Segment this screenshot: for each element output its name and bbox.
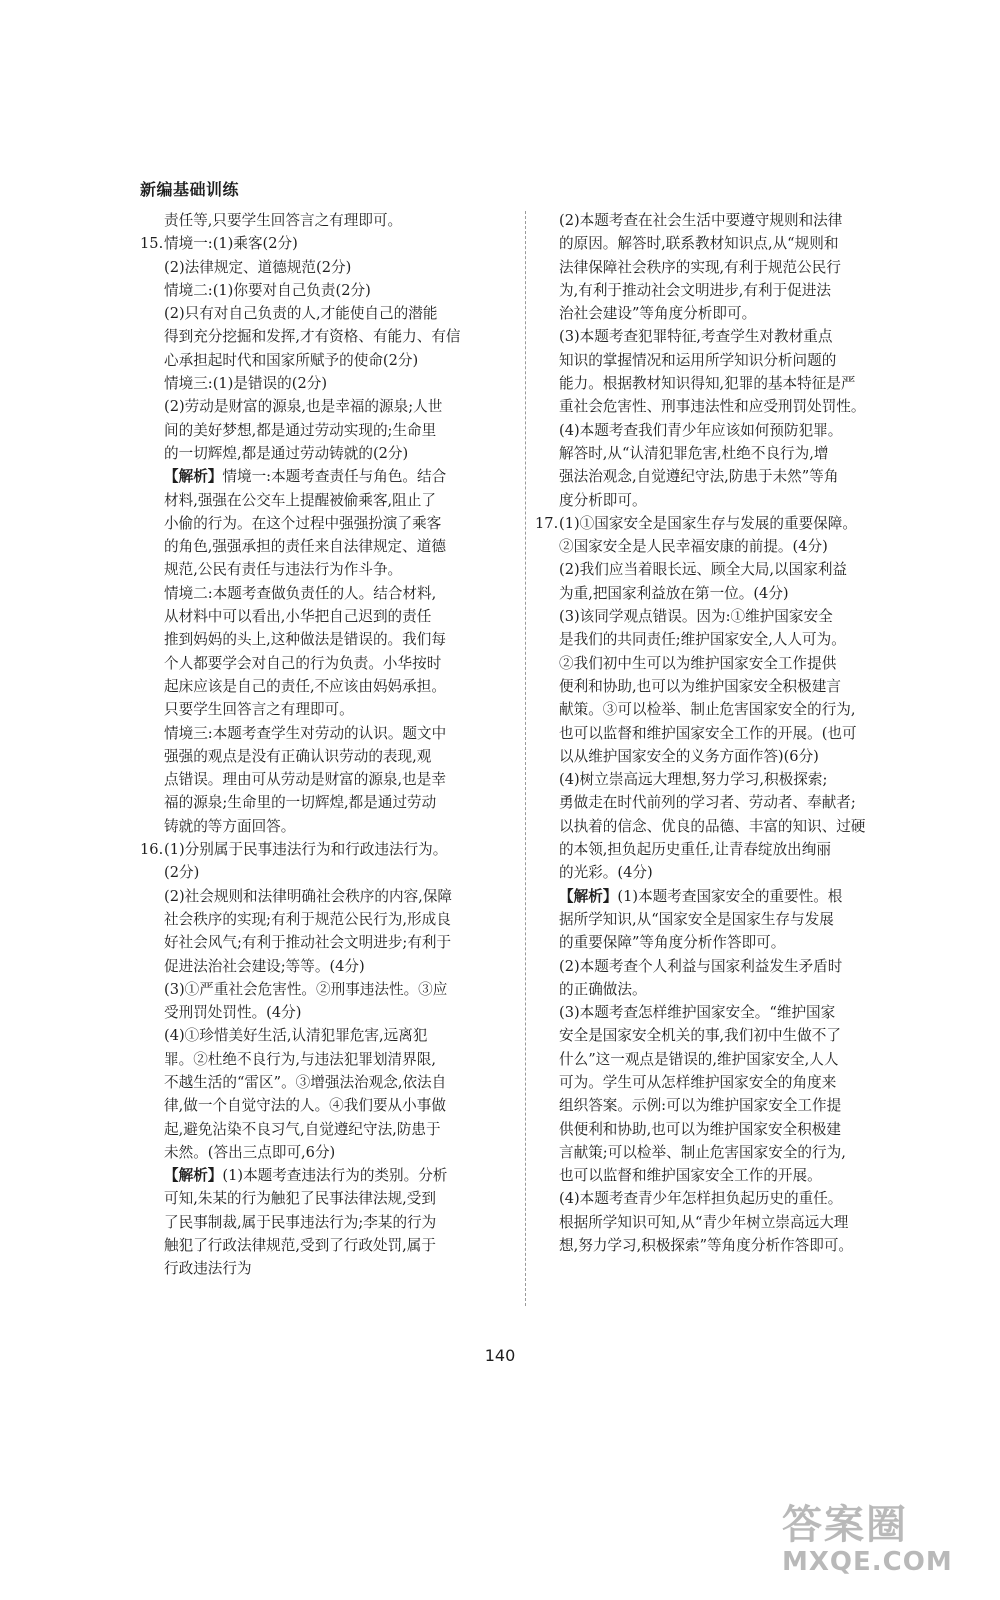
line-text: 强法治观念,自觉遵纪守法,防患于未然”等角: [559, 468, 839, 486]
line-text: (3)该同学观点错误。因为:①维护国家安全: [559, 608, 833, 626]
text-line: [140, 1071, 518, 1094]
text-line: [140, 1164, 518, 1187]
line-text: 间的美好梦想,都是通过劳动实现的;生命里: [164, 421, 437, 439]
line-text: 的一切辉煌,都是通过劳动铸就的(2分): [164, 444, 409, 462]
line-text: 情境二:本题考查做负责任的人。结合材料,: [164, 584, 437, 602]
question-number: 15.: [140, 235, 164, 253]
line-text: 个人都要学会对自己的行为负责。小华按时: [164, 654, 442, 672]
text-line: [140, 838, 518, 861]
line-text: 从材料中可以看出,小华把自己迟到的责任: [164, 608, 432, 626]
text-line: [535, 558, 897, 581]
text-line: [140, 256, 518, 279]
text-line: [535, 1094, 897, 1117]
text-line: [140, 372, 518, 395]
text-line: [140, 605, 518, 628]
text-line: [535, 325, 897, 348]
line-text: 规范,公民有责任与违法行为作斗争。: [164, 561, 403, 579]
text-line: [140, 279, 518, 302]
line-text: 社会秩序的实现;有利于规范公民行为,形成良: [164, 910, 451, 928]
text-line: [535, 1001, 897, 1024]
line-text: 好社会风气;有利于推动社会文明进步;有利于: [164, 934, 452, 952]
text-line: [535, 395, 897, 418]
text-line: [140, 465, 518, 488]
text-line: [535, 628, 897, 651]
line-text: 得到充分挖掘和发挥,才有资格、有能力、有信: [164, 328, 461, 346]
text-line: [140, 302, 518, 325]
column-divider: [525, 211, 526, 1306]
line-text: 的角色,强强承担的责任来自法律规定、道德: [164, 538, 446, 556]
line-text: 铸就的等方面回答。: [164, 817, 296, 835]
line-text: 可为。学生可从怎样维护国家安全的角度来: [559, 1073, 837, 1091]
text-line: [140, 558, 518, 581]
line-text: 情境一:本题考查责任与角色。结合: [222, 468, 447, 486]
text-line: [535, 791, 897, 814]
text-line: [535, 302, 897, 325]
line-text: 据所学知识,从“国家安全是国家生存与发展: [559, 910, 834, 928]
analysis-label: 【解析】: [164, 1167, 223, 1185]
line-text: (2)只有对自己负责的人,才能使自己的潜能: [164, 305, 438, 323]
text-line: [140, 698, 518, 721]
section-header: 新编基础训练: [140, 180, 240, 199]
text-line: [140, 1187, 518, 1210]
text-line: [535, 512, 897, 535]
text-line: [535, 815, 897, 838]
line-text: 法律保障社会秩序的实现,有利于规范公民行: [559, 258, 841, 276]
text-line: [535, 256, 897, 279]
text-line: [535, 1048, 897, 1071]
line-text: 律,做一个自觉守法的人。④我们要从小事做: [164, 1097, 446, 1115]
text-line: [535, 931, 897, 954]
line-text: 重社会危害性、刑事违法性和应受刑罚处罚性。: [559, 398, 866, 416]
text-line: [535, 698, 897, 721]
text-line: [140, 768, 518, 791]
line-text: 供便利和协助,也可以为维护国家安全积极建: [559, 1120, 841, 1138]
line-text: 行政违法行为: [164, 1260, 252, 1278]
text-line: [535, 1141, 897, 1164]
line-text: 便利和协助,也可以为维护国家安全积极建言: [559, 677, 841, 695]
text-line: [535, 675, 897, 698]
right-column: [535, 209, 897, 1257]
text-line: [535, 349, 897, 372]
line-text: 组织答案。示例:可以为维护国家安全工作提: [559, 1097, 842, 1115]
line-text: 是我们的共同责任;维护国家安全,人人可为。: [559, 631, 846, 649]
text-line: [535, 1164, 897, 1187]
line-text: ②国家安全是人民幸福安康的前提。(4分): [559, 538, 828, 556]
line-text: 以从维护国家安全的义务方面作答)(6分): [559, 747, 819, 765]
text-line: [535, 232, 897, 255]
page-number: 140: [484, 1346, 516, 1365]
text-line: [140, 1234, 518, 1257]
line-text: 献策。③可以检举、制止危害国家安全的行为,: [559, 701, 856, 719]
line-text: (1)分别属于民事违法行为和行政违法行为。: [164, 841, 448, 859]
line-text: (3)①严重社会危害性。②刑事违法性。③应: [164, 980, 448, 998]
text-line: [535, 838, 897, 861]
line-text: (1)本题考查国家安全的重要性。根: [617, 887, 843, 905]
line-text: 触犯了行政法律规范,受到了行政处罚,属于: [164, 1237, 436, 1255]
text-line: [535, 605, 897, 628]
text-line: [535, 209, 897, 232]
text-line: [140, 419, 518, 442]
line-text: (2)法律规定、道德规范(2分): [164, 258, 352, 276]
line-text: (4)树立崇高远大理想,努力学习,积极探索;: [559, 771, 828, 789]
line-text: (2)本题考查个人利益与国家利益发生矛盾时: [559, 957, 843, 975]
text-line: [140, 489, 518, 512]
line-text: 情境三:本题考查学生对劳动的认识。题文中: [164, 724, 447, 742]
text-line: [140, 209, 518, 232]
text-line: [140, 325, 518, 348]
text-line: [535, 768, 897, 791]
line-text: 促进法治社会建设;等等。(4分): [164, 957, 365, 975]
line-text: 福的源泉;生命里的一切辉煌,都是通过劳动: [164, 794, 437, 812]
text-line: [140, 1001, 518, 1024]
text-line: [140, 232, 518, 255]
line-text: 责任等,只要学生回答言之有理即可。: [164, 212, 403, 229]
line-text: 的光彩。(4分): [559, 864, 653, 882]
line-text: (4)本题考查我们青少年应该如何预防犯罪。: [559, 421, 843, 439]
line-text: (3)本题考查怎样维护国家安全。“维护国家: [559, 1004, 836, 1022]
text-line: [535, 1118, 897, 1141]
text-line: [535, 745, 897, 768]
text-line: [140, 395, 518, 418]
line-text: 想,努力学习,积极探索”等角度分析作答即可。: [559, 1237, 854, 1255]
text-line: [140, 1257, 518, 1280]
text-line: [140, 1118, 518, 1141]
question-number: 16.: [140, 841, 164, 859]
analysis-label: 【解析】: [559, 887, 618, 905]
line-text: 起床应该是自己的责任,不应该由妈妈承担。: [164, 677, 446, 695]
text-line: [140, 512, 518, 535]
text-line: [140, 1141, 518, 1164]
text-line: [140, 535, 518, 558]
line-text: 也可以监督和维护国家安全工作的开展。: [559, 1167, 822, 1185]
line-text: 未然。(答出三点即可,6分): [164, 1143, 336, 1161]
line-text: (2)劳动是财富的源泉,也是幸福的源泉;人世: [164, 398, 443, 416]
analysis-label: 【解析】: [164, 468, 223, 486]
text-line: [535, 372, 897, 395]
line-text: 心承担起时代和国家所赋予的使命(2分): [164, 351, 419, 369]
line-text: ②我们初中生可以为维护国家安全工作提供: [559, 654, 837, 672]
text-line: [140, 978, 518, 1001]
text-line: [535, 908, 897, 931]
text-line: [140, 442, 518, 465]
text-line: [140, 885, 518, 908]
text-line: [140, 815, 518, 838]
line-text: 情境二:(1)你要对自己负责(2分): [164, 281, 371, 299]
watermark-logo-text: 答案圈: [782, 1502, 908, 1548]
left-column: [140, 209, 518, 1281]
text-line: [535, 582, 897, 605]
line-text: 罪。②杜绝不良行为,与违法犯罪划清界限,: [164, 1050, 436, 1068]
line-text: (2)本题考查在社会生活中要遵守规则和法律: [559, 212, 843, 229]
text-line: [535, 861, 897, 884]
line-text: 的正确做法。: [559, 980, 647, 998]
text-line: [140, 955, 518, 978]
text-line: [535, 442, 897, 465]
text-line: [140, 908, 518, 931]
line-text: 为重,把国家利益放在第一位。(4分): [559, 584, 789, 602]
text-line: [535, 1234, 897, 1257]
text-line: [140, 582, 518, 605]
text-line: [535, 489, 897, 512]
line-text: (2)我们应当着眼长远、顾全大局,以国家利益: [559, 561, 848, 579]
line-text: 情境三:(1)是错误的(2分): [164, 375, 328, 393]
text-line: [535, 419, 897, 442]
line-text: 的本领,担负起历史重任,让青春绽放出绚丽: [559, 841, 831, 859]
watermark-url: MXQE.COM: [782, 1547, 953, 1577]
line-text: 为,有利于推动社会文明进步,有利于促进法: [559, 281, 831, 299]
text-line: [140, 745, 518, 768]
line-text: (4)本题考查青少年怎样担负起历史的重任。: [559, 1190, 843, 1208]
line-text: 可知,朱某的行为触犯了民事法律法规,受到: [164, 1190, 436, 1208]
line-text: 言献策;可以检举、制止危害国家安全的行为,: [559, 1143, 846, 1161]
line-text: 安全是国家安全机关的事,我们初中生做不了: [559, 1027, 841, 1045]
line-text: 不越生活的“雷区”。③增强法治观念,依法自: [164, 1073, 447, 1091]
line-text: (2)社会规则和法律明确社会秩序的内容,保障: [164, 887, 453, 905]
line-text: 的原因。解答时,联系教材知识点,从“规则和: [559, 235, 839, 253]
line-text: 推到妈妈的头上,这种做法是错误的。我们每: [164, 631, 446, 649]
text-line: [535, 978, 897, 1001]
text-line: [535, 465, 897, 488]
line-text: (4)①珍惜美好生活,认清犯罪危害,远离犯: [164, 1027, 428, 1045]
text-line: [535, 1187, 897, 1210]
text-line: [140, 652, 518, 675]
line-text: 起,避免沾染不良习气,自觉遵纪守法,防患于: [164, 1120, 441, 1138]
line-text: 的重要保障”等角度分析作答即可。: [559, 934, 786, 952]
text-line: [535, 885, 897, 908]
text-line: [535, 1071, 897, 1094]
line-text: 小偷的行为。在这个过程中强强扮演了乘客: [164, 514, 442, 532]
text-line: [535, 535, 897, 558]
text-line: [140, 1094, 518, 1117]
text-line: [535, 722, 897, 745]
line-text: 受刑罚处罚性。(4分): [164, 1004, 302, 1022]
line-text: 什么”这一观点是错误的,维护国家安全,人人: [559, 1050, 839, 1068]
line-text: 强强的观点是没有正确认识劳动的表现,观: [164, 747, 432, 765]
site-watermark: [782, 1502, 982, 1582]
text-line: [140, 1048, 518, 1071]
text-line: [535, 1211, 897, 1234]
line-text: 材料,强强在公交车上提醒被偷乘客,阻止了: [164, 491, 436, 509]
line-text: 也可以监督和维护国家安全工作的开展。(也可: [559, 724, 857, 742]
text-line: [140, 1024, 518, 1047]
line-text: 根据所学知识可知,从“青少年树立崇高远大理: [559, 1213, 849, 1231]
text-line: [140, 675, 518, 698]
text-line: [140, 931, 518, 954]
text-line: [140, 349, 518, 372]
line-text: (1)本题考查违法行为的类别。分析: [222, 1167, 448, 1185]
line-text: 了民事制裁,属于民事违法行为;李某的行为: [164, 1213, 437, 1231]
line-text: (2分): [164, 864, 200, 882]
text-line: [140, 861, 518, 884]
text-line: [535, 1024, 897, 1047]
line-text: (1)①国家安全是国家生存与发展的重要保障。: [559, 514, 857, 532]
line-text: 治社会建设”等角度分析即可。: [559, 305, 757, 323]
line-text: (3)本题考查犯罪特征,考查学生对教材重点: [559, 328, 833, 346]
text-line: [535, 279, 897, 302]
text-line: [535, 652, 897, 675]
text-line: [140, 791, 518, 814]
line-text: 点错误。理由可从劳动是财富的源泉,也是幸: [164, 771, 446, 789]
text-line: [140, 628, 518, 651]
line-text: 只要学生回答言之有理即可。: [164, 701, 354, 719]
text-line: [535, 955, 897, 978]
line-text: 解答时,从“认清犯罪危害,杜绝不良行为,增: [559, 444, 829, 462]
line-text: 能力。根据教材知识得知,犯罪的基本特征是严: [559, 375, 856, 393]
line-text: 度分析即可。: [559, 491, 647, 509]
line-text: 知识的掌握情况和运用所学知识分析问题的: [559, 351, 837, 369]
text-line: [140, 1211, 518, 1234]
text-line: [140, 722, 518, 745]
question-number: 17.: [535, 514, 559, 532]
line-text: 以执着的信念、优良的品德、丰富的知识、过硬: [559, 817, 866, 835]
line-text: 勇做走在时代前列的学习者、劳动者、奉献者;: [559, 794, 856, 812]
line-text: 情境一:(1)乘客(2分): [164, 235, 298, 253]
